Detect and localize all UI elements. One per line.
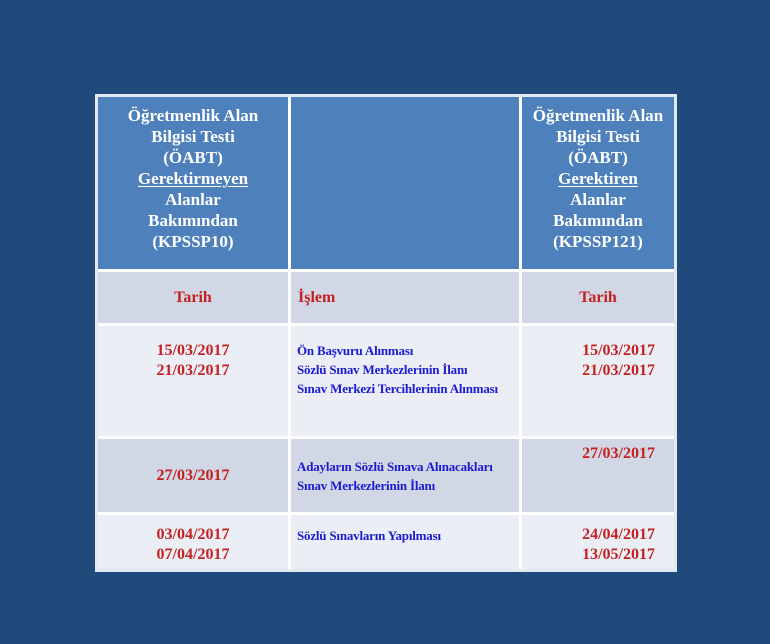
date-value: 07/04/2017: [156, 546, 230, 563]
row2-islem: [291, 439, 519, 512]
islem-line: Sınav Merkezi Tercihlerinin Alınması: [297, 381, 498, 396]
row1-dates-left: [98, 326, 288, 436]
exam-schedule-table: [95, 94, 677, 572]
date-value: 27/03/2017: [582, 445, 655, 462]
header-line: Bilgisi Testi: [151, 127, 235, 146]
row3-dates-right: [522, 515, 674, 569]
header-line-underlined: Gerektirmeyen: [137, 169, 249, 188]
header-cell-oabt-not-required: [98, 97, 288, 269]
header-cell-empty: [291, 97, 519, 269]
subheader-islem: İşlem: [291, 272, 519, 323]
header-line-underlined: Gerektiren: [558, 169, 638, 188]
row2-dates-right: [522, 439, 674, 512]
islem-line: Sözlü Sınav Merkezlerinin İlanı: [297, 362, 468, 377]
date-value: 24/04/2017: [582, 526, 655, 543]
date-value: 03/04/2017: [156, 526, 230, 543]
header-line: (KPSSP121): [553, 232, 643, 251]
header-line: Bakımından: [553, 211, 643, 230]
header-line: (ÖABT): [163, 148, 223, 167]
row2-dates-left: [98, 439, 288, 512]
subheader-tarih-left: Tarih: [98, 272, 288, 323]
header-line: Alanlar: [165, 190, 221, 209]
row3-dates-left: [98, 515, 288, 569]
header-line: (ÖABT): [568, 148, 628, 167]
header-cell-oabt-required: [522, 97, 674, 269]
row3-islem: [291, 515, 519, 569]
header-line: Öğretmenlik Alan: [127, 106, 259, 125]
date-value: 21/03/2017: [156, 362, 230, 379]
islem-line: Adayların Sözlü Sınava Alınacakları: [297, 458, 493, 474]
header-line: Bakımından: [148, 211, 238, 230]
subheader-tarih-right: Tarih: [522, 272, 674, 323]
islem-line: Sözlü Sınavların Yapılması: [297, 528, 441, 543]
date-value: 15/03/2017: [582, 342, 655, 359]
header-line: (KPSSP10): [152, 232, 234, 251]
date-value: 21/03/2017: [582, 362, 655, 379]
islem-line: Ön Başvuru Alınması: [297, 343, 414, 358]
header-line: Bilgisi Testi: [556, 127, 640, 146]
date-value: 15/03/2017: [156, 342, 230, 359]
row1-dates-right: [522, 326, 674, 436]
header-line: Alanlar: [570, 190, 626, 209]
row1-islem: [291, 326, 519, 436]
header-line: Öğretmenlik Alan: [532, 106, 664, 125]
date-value: 13/05/2017: [582, 546, 655, 563]
date-value: 27/03/2017: [156, 466, 230, 484]
islem-line: Sınav Merkezlerinin İlanı: [297, 477, 436, 493]
